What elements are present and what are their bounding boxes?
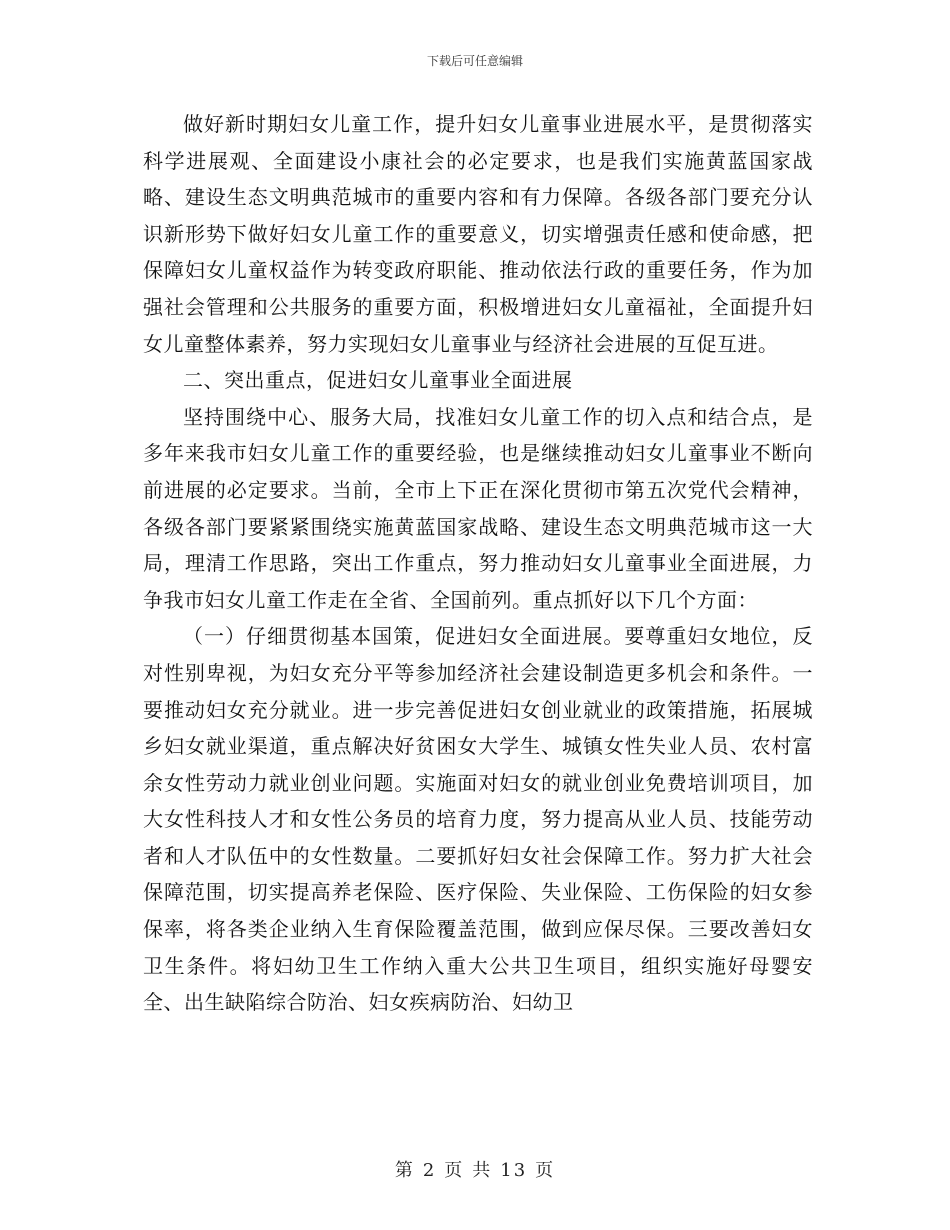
document-body xyxy=(143,106,813,1021)
footer-current-page: 2 xyxy=(422,1160,437,1181)
paragraph-3: （一）仔细贯彻基本国策，促进妇女全面进展。要尊重妇女地位，反对性别卑视，为妇女充分平等参加经济社会建设制造更多机会和条件。一要推动妇女充分就业。进一步完善促进妇女创业就业的政策措施，拓展城乡妇女就业渠道，重点解决好贫困女大学生、城镇女性失业人员、农村富余女性劳动力就业创业问题。实施面对妇女的就业创业免费培训项目，加大女性科技人才和女性公务员的培育力度，努力提高从业人员、技能劳动者和人才队伍中的女性数量。二要抓好妇女社会保障工作。努力扩大社会保障范围，切实提高养老保险、医疗保险、失业保险、工伤保险的妇女参保率，将各类企业纳入生育保险覆盖范围，做到应保尽保。三要改善妇女卫生条件。将妇幼卫生工作纳入重大公共卫生项目，组织实施好母婴安全、出生缺陷综合防治、妇女疾病防治、妇幼卫 xyxy=(143,624,813,1015)
paragraph-2: 坚持围绕中心、服务大局，找准妇女儿童工作的切入点和结合点，是多年来我市妇女儿童工作的重要经验，也是继续推动妇女儿童事业不断向前进展的必定要求。当前，全市上下正在深化贯彻市第五次党代会精神，各级各部门要紧紧围绕实施黄蓝国家战略、建设生态文明典范城市这一大局，理清工作思路，突出工作重点，努力推动妇女儿童事业全面进展，力争我市妇女儿童工作走在全省、全国前列。重点抓好以下几个方面： xyxy=(143,404,813,612)
page-number-footer xyxy=(0,1156,950,1182)
footer-total-pages: 13 xyxy=(500,1160,528,1181)
footer-total-word: 共 xyxy=(472,1160,493,1181)
footer-prefix: 第 xyxy=(394,1160,415,1181)
page-header-note: 下载后可任意编辑 xyxy=(426,54,523,68)
paragraph-1: 做好新时期妇女儿童工作，提升妇女儿童事业进展水平，是贯彻落实科学进展观、全面建设小康社会的必定要求，也是我们实施黄蓝国家战略、建设生态文明典范城市的重要内容和有力保障。各级各部门要充分认识新形势下做好妇女儿童工作的重要意义，切实增强责任感和使命感，把保障妇女儿童权益作为转变政府职能、推动依法行政的重要任务，作为加强社会管理和公共服务的重要方面，积极增进妇女儿童福祉，全面提升妇女儿童整体素养，努力实现妇女儿童事业与经济社会进展的互促互进。 xyxy=(143,112,813,356)
section-heading: 二、突出重点，促进妇女儿童事业全面进展 xyxy=(183,368,573,393)
footer-suffix: 页 xyxy=(535,1160,556,1181)
footer-page-word: 页 xyxy=(444,1160,465,1181)
